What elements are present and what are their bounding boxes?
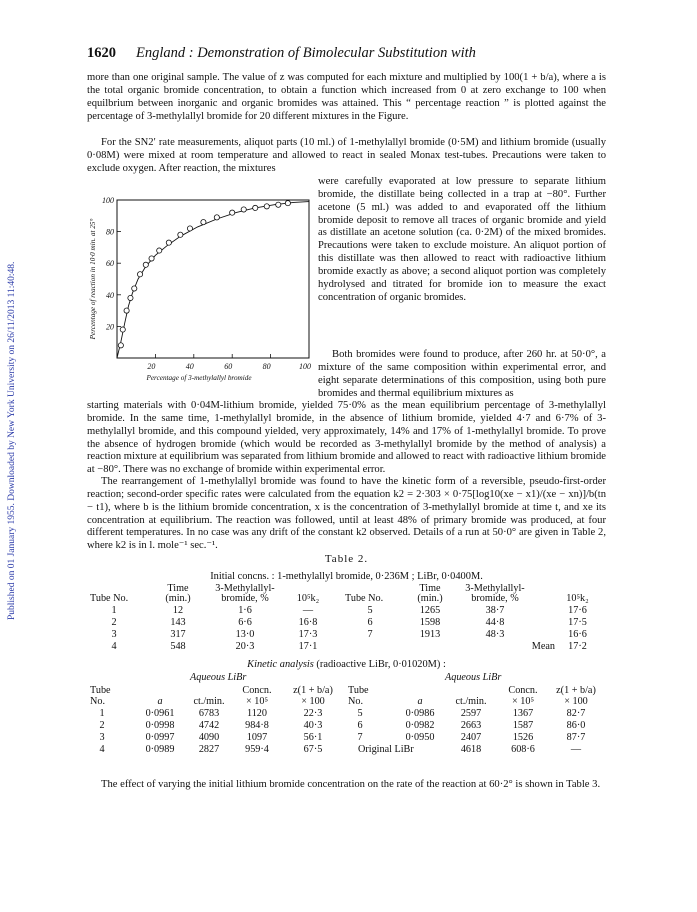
table-cell: 16·8: [298, 617, 318, 628]
scatter-chart: [87, 190, 317, 415]
rate-header-tube: Tube No.: [90, 593, 129, 604]
data-point: [178, 232, 183, 237]
table-mean-value: 17·2: [568, 641, 587, 652]
table-concentrations: Initial concns. : 1-methylallyl bromide, 0·236M ; LiBr, 0·0400M.: [210, 571, 483, 582]
table-cell: 5: [367, 605, 373, 616]
data-point: [201, 220, 206, 225]
data-point: [118, 343, 123, 348]
kin-header-z-2-r: × 100: [564, 696, 588, 707]
paragraph-5: The effect of varying the initial lithium bromide concentration on the rate of the reaction at 60·2° is shown in Table 3.: [101, 779, 601, 790]
data-point: [241, 207, 246, 212]
table-cell: 1: [99, 708, 105, 719]
table-cell: 0·0982: [405, 720, 435, 731]
table-cell: 2: [99, 720, 105, 731]
table-cell: 16·6: [568, 629, 587, 640]
y-tick-label: 80: [106, 227, 114, 237]
kin-header-tube-2-r: No.: [348, 696, 363, 707]
data-point: [276, 202, 281, 207]
aqueous-label-right: Aqueous LiBr: [445, 672, 502, 683]
x-tick-label: 80: [262, 362, 271, 371]
table-cell: 87·7: [566, 732, 586, 743]
rate-header-time-1: Time: [167, 583, 189, 594]
table-cell: 3: [99, 732, 105, 743]
table-cell: 1526: [512, 732, 534, 743]
table-cell: 1265: [419, 605, 441, 616]
rate-header-methyl-1: 3-Methylallyl-: [215, 583, 275, 594]
table-cell: 2407: [460, 732, 482, 743]
kin-header-z-1-r: z(1 + b/a): [556, 685, 596, 696]
rate-header-methyl-2-r: bromide, %: [471, 593, 519, 604]
data-point: [143, 262, 148, 267]
table-cell: 1367: [512, 708, 534, 719]
table-cell: 2663: [460, 720, 482, 731]
data-point: [149, 256, 154, 261]
page-number: 1620: [87, 45, 116, 61]
table-cell: 48·3: [485, 629, 505, 640]
kin-header-concn-1: Concn.: [242, 685, 272, 696]
table-cell: 82·7: [566, 708, 586, 719]
kin-header-z-1: z(1 + b/a): [293, 685, 333, 696]
rate-header-tube-r: Tube No.: [345, 593, 384, 604]
data-point: [124, 308, 129, 313]
table-cell: 3: [111, 629, 117, 640]
table-cell: 17·5: [568, 617, 587, 628]
table-cell: 317: [170, 629, 186, 640]
table-cell: 0·0989: [145, 744, 175, 755]
paragraph-3-side: Both bromides were found to produce, after 260 hr. at 50·0°, a mixture of the same composition within experimental error, and eight separate determinations of this composition, using both pure bromides and thermal equilibrium mixtures as: [318, 349, 606, 399]
download-watermark: Published on 01 January 1955. Downloaded by New York University on 26/11/2013 11:40:48.: [7, 261, 17, 620]
table-cell: 56·1: [303, 732, 323, 743]
table-cell: 4618: [460, 744, 482, 755]
table-cell: 12: [172, 605, 184, 616]
data-point: [187, 226, 192, 231]
x-tick-label: 60: [224, 362, 233, 371]
paragraph-3-full: starting materials with 0·04M-lithium bromide, yielded 75·0% as the mean equilibrium percentage of 3-methylallyl bromide. In the same time, 1-methylallyl bromide, in the absence of lithium bromide, yielded 4·7 and 6·7% of 3-methylallyl bromide, and this compound yielded, very approximately, 14% and 17% of 1-methylallyl bromide. To prove the absence of hydrogen bromide (which would be recorded as 3-methylallyl bromide by the method of analysis) a reaction mixture at equilibrium was separated from lithium bromide and allowed to react with radioactive lithium bromide at −80°. There was no exchange of bromide within experimental error.: [87, 400, 606, 476]
aqueous-label-left: Aqueous LiBr: [190, 672, 247, 683]
y-tick-label: 100: [102, 196, 114, 205]
table-cell: 959·4: [245, 744, 269, 755]
paragraph-1: more than one original sample. The value of z was computed for each mixture and multiplied by 100(1 + b/a), where a is the total organic bromide concentration, to obtain a function which increased from 0 at zero exchange to 100 when equilbrium between inorganic and organic bromides was attained. This “ percentage reaction ” is plotted against the percentage of 3-methylallyl bromide for 20 different mixtures in the Figure.: [87, 72, 606, 122]
table-cell: 1598: [419, 617, 441, 628]
table-cell: 4: [111, 641, 117, 652]
table-cell: 4: [99, 744, 105, 755]
data-point: [253, 205, 258, 210]
data-point: [214, 215, 219, 220]
paragraph-2-side: were carefully evaporated at low pressure to separate lithium bromide, the distillate being collected in a trap at −80°. Further acetone (5 ml.) was added to and evaporated off the lithium bromide deposit to remove all traces of organic bromide and yield as distillate an acetone solution (ca. 0·2M) of the mixed bromides. Precautions were taken to exclude moisture. An aliquot portion of this distillate was then allowed to react with radioactive lithium bromide exactly as above; a second aliquot portion was completely hydrolysed and titrated for bromide ion to measure the exact concentration of organic bromides.: [318, 176, 606, 303]
table-cell: 44·8: [485, 617, 505, 628]
kin-header-a: a: [157, 696, 163, 707]
kin-header-ct-r: ct./min.: [455, 696, 487, 707]
plot-frame: [117, 200, 309, 358]
data-point: [120, 327, 125, 332]
table-cell: 1913: [419, 629, 441, 640]
x-tick-label: 100: [299, 362, 311, 371]
kin-header-tube-1-r: Tube: [348, 685, 369, 696]
kinetic-title: Kinetic analysis (radioactive LiBr, 0·01020M) :: [247, 659, 446, 670]
rate-header-time-2-r: (min.): [417, 593, 443, 604]
x-axis-label: Percentage of 3-methylallyl bromide: [146, 374, 252, 382]
table-cell: 2: [111, 617, 117, 628]
table-cell: 1587: [512, 720, 534, 731]
table-cell: 1: [111, 605, 117, 616]
y-axis-label: Percentage of reaction in 10·0 min. at 25°: [89, 218, 97, 340]
y-tick-label: 20: [106, 322, 114, 332]
data-point: [157, 248, 162, 253]
table-cell: 143: [170, 617, 186, 628]
y-tick-label: 40: [106, 290, 114, 300]
table-cell: —: [302, 605, 314, 616]
table-cell: 984·8: [245, 720, 269, 731]
table-cell: 40·3: [303, 720, 323, 731]
table-cell: 608·6: [511, 744, 535, 755]
x-tick-label: 20: [147, 362, 156, 371]
table-cell: 17·6: [568, 605, 587, 616]
table-cell: 7: [357, 732, 363, 743]
kin-header-concn-1-r: Concn.: [508, 685, 538, 696]
running-title: England : Demonstration of Bimolecular Substitution with: [136, 45, 476, 61]
table-cell: 7: [367, 629, 373, 640]
page-header: [87, 44, 607, 62]
table-cell: 6·6: [238, 617, 252, 628]
data-point: [285, 201, 290, 206]
table-cell: 2597: [460, 708, 482, 719]
table-cell: 20·3: [235, 641, 255, 652]
table-cell: 4742: [198, 720, 220, 731]
rate-header-methyl-1-r: 3-Methylallyl-: [465, 583, 525, 594]
original-libr-label: Original LiBr: [358, 744, 414, 755]
table-cell: 6783: [198, 708, 220, 719]
table-cell: 67·5: [303, 744, 323, 755]
table-cell: —: [570, 744, 582, 755]
table-cell: 0·0961: [145, 708, 175, 719]
table-cell: 0·0986: [405, 708, 435, 719]
rate-header-time-2: (min.): [165, 593, 191, 604]
fit-curve: [117, 202, 309, 358]
table-cell: 13·0: [235, 629, 255, 640]
table-caption: Table 2.: [324, 553, 369, 565]
kin-header-concn-2: × 10⁵: [245, 696, 269, 707]
table-mean-label: Mean: [531, 641, 555, 652]
kin-header-z-2: × 100: [301, 696, 325, 707]
data-point: [264, 204, 269, 209]
table-cell: 0·0950: [405, 732, 435, 743]
table-cell: 4090: [198, 732, 220, 743]
table-cell: 0·0997: [145, 732, 175, 743]
kin-header-ct: ct./min.: [193, 696, 225, 707]
table-cell: 5: [357, 708, 363, 719]
kin-header-tube-1: Tube: [90, 685, 111, 696]
kin-header-concn-2-r: × 10⁵: [511, 696, 535, 707]
table-cell: 86·0: [566, 720, 586, 731]
table-cell: 6: [357, 720, 363, 731]
kin-header-a-r: a: [417, 696, 423, 707]
table-cell: 22·3: [303, 708, 323, 719]
data-point: [128, 295, 133, 300]
table-cell: 17·3: [298, 629, 318, 640]
data-point: [230, 210, 235, 215]
table-cell: 1097: [246, 732, 268, 743]
y-tick-label: 60: [106, 259, 114, 269]
rate-header-k: 10⁵k₂: [296, 593, 320, 604]
table-cell: 1·6: [238, 605, 252, 616]
table-cell: 17·1: [298, 641, 318, 652]
table-cell: 548: [170, 641, 186, 652]
data-point: [166, 240, 171, 245]
table-cell: 6: [367, 617, 373, 628]
figure-percentage-reaction: [87, 190, 317, 415]
table-cell: 2827: [198, 744, 220, 755]
table-cell: 38·7: [485, 605, 505, 616]
data-point: [137, 272, 142, 277]
rate-header-methyl-2: bromide, %: [221, 593, 269, 604]
data-point: [132, 286, 137, 291]
table-cell: 1120: [247, 708, 267, 719]
paragraph-4: The rearrangement of 1-methylallyl bromide was found to have the kinetic form of a reversible, pseudo-first-order reaction; second-order specific rates were calculated from the equation k2 = 2·303 × 0·75[log10(xe − x1)/(xe − xn)]/b(tn − t1), where b is the lithium bromide concentration, x is the concentration of 3-methylallyl bromide at time t, and xe its concentration at equilibrium. The reaction was followed, until at least 48% of primary bromide was produced, at four different temperatures. In no case was any drift of the constant k2 observed. Details of a run at 50·0° are given in Table 2, where k2 is in l. mole⁻¹ sec.⁻¹.: [87, 476, 606, 552]
rate-header-time-1-r: Time: [419, 583, 441, 594]
x-tick-label: 40: [185, 362, 194, 371]
kin-header-tube-2: No.: [90, 696, 105, 707]
paragraph-2-top: For the SN2′ rate measurements, aliquot parts (10 ml.) of 1-methylallyl bromide (0·5M) and lithium bromide (usually 0·08M) were mixed at room temperature and allowed to react in sealed Monax test-tubes. Precautions were taken to exclude oxygen. After reaction, the mixtures: [87, 137, 606, 174]
table-cell: 0·0998: [145, 720, 175, 731]
rate-header-k-r: 10⁵k₂: [566, 593, 589, 604]
